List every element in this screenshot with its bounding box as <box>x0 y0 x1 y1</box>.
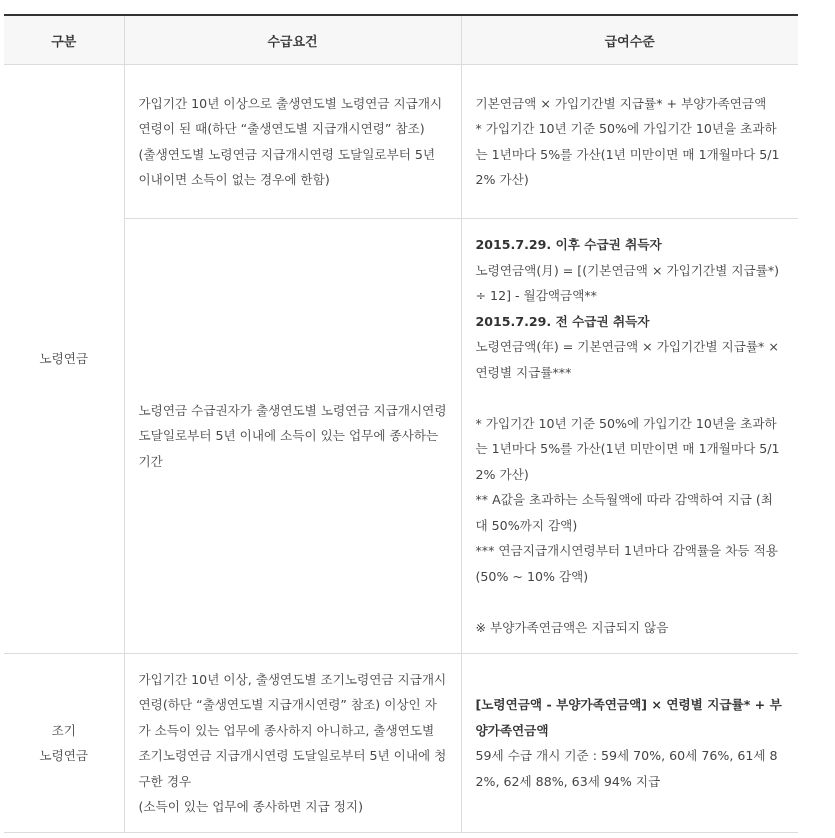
requirement-note: (출생연도별 노령연금 지급개시연령 도달일로부터 5년 이내이면 소득이 없는 경우에 한함) <box>138 146 436 187</box>
header-requirement: 수급요건 <box>124 16 461 65</box>
table-header-row <box>4 16 798 65</box>
header-benefit: 급여수준 <box>461 16 798 65</box>
requirement-text: 가입기간 10년 이상으로 출생연도별 노령연금 지급개시연령이 된 때(하단 “출생연도별 지급개시연령” 참조) <box>138 95 443 136</box>
benefit-cell <box>461 65 798 219</box>
table-row <box>4 219 798 654</box>
benefit-formula: 기본연금액 × 가입기간별 지급률* + 부양가족연금액 <box>475 95 767 111</box>
requirement-cell <box>124 65 461 219</box>
requirement-cell <box>124 219 461 654</box>
benefit-formula-yearly: 노령연금액(年) = 기본연금액 × 가입기간별 지급률* × 연령별 지급률*** <box>475 339 779 380</box>
table-row <box>4 654 798 833</box>
benefit-text: 59세 수급 개시 기준 : 59세 70%, 60세 76%, 61세 82%, 62세 88%, 63세 94% 지급 <box>475 748 778 789</box>
benefit-note-1: * 가입기간 10년 기준 50%에 가입기간 10년을 초과하는 1년마다 5%를 가산(1년 미만이면 매 1개월마다 5/12% 가산) <box>475 415 780 482</box>
requirement-text: 가입기간 10년 이상, 출생연도별 조기노령연금 지급개시연령(하단 “출생연도별 지급개시연령” 참조) 이상인 자가 소득이 있는 업무에 종사하지 아니하고, 출생연도별 조기노령연금 지급개시연령 도달일로부터 5년 이내에 청구한 경우 <box>138 671 447 789</box>
category-label-line1: 조기 <box>51 722 76 738</box>
table-row <box>4 65 798 219</box>
category-label-line2: 노령연금 <box>39 748 89 763</box>
requirement-cell <box>124 654 461 833</box>
category-old-age-pension <box>4 65 124 654</box>
benefit-cell <box>461 219 798 654</box>
benefit-footnote: ※ 부양가족연금액은 지급되지 않음 <box>475 619 669 635</box>
requirement-text: 노령연금 수급권자가 출생연도별 노령연금 지급개시연령 도달일로부터 5년 이내에 소득이 있는 업무에 종사하는 기간 <box>138 402 447 469</box>
benefit-heading-after: 2015.7.29. 이후 수급권 취득자 <box>475 237 662 252</box>
header-category: 구분 <box>4 16 124 65</box>
requirement-note: (소득이 있는 업무에 종사하면 지급 정지) <box>138 799 363 814</box>
category-early-old-age-pension <box>4 654 124 833</box>
benefit-heading-before: 2015.7.29. 전 수급권 취득자 <box>475 313 650 329</box>
benefit-heading: [노령연금액 - 부양가족연금액] × 연령별 지급률* + 부양가족연금액 <box>475 697 782 738</box>
benefit-formula-monthly: 노령연금액(月) = [(기본연금액 × 가입기간별 지급률*) ÷ 12] - 월감액금액** <box>475 262 780 303</box>
category-label: 노령연금 <box>39 351 89 367</box>
pension-benefit-table <box>4 16 798 833</box>
benefit-cell <box>461 654 798 833</box>
benefit-note: * 가입기간 10년 기준 50%에 가입기간 10년을 초과하는 1년마다 5%를 가산(1년 미만이면 매 1개월마다 5/12% 가산) <box>475 121 780 187</box>
benefit-note-3: *** 연금지급개시연령부터 1년마다 감액률을 차등 적용 (50% ~ 10% 감액) <box>475 543 778 584</box>
benefit-note-2: ** A값을 초과하는 소득월액에 따라 감액하여 지급 (최대 50%까지 감액) <box>475 492 773 533</box>
